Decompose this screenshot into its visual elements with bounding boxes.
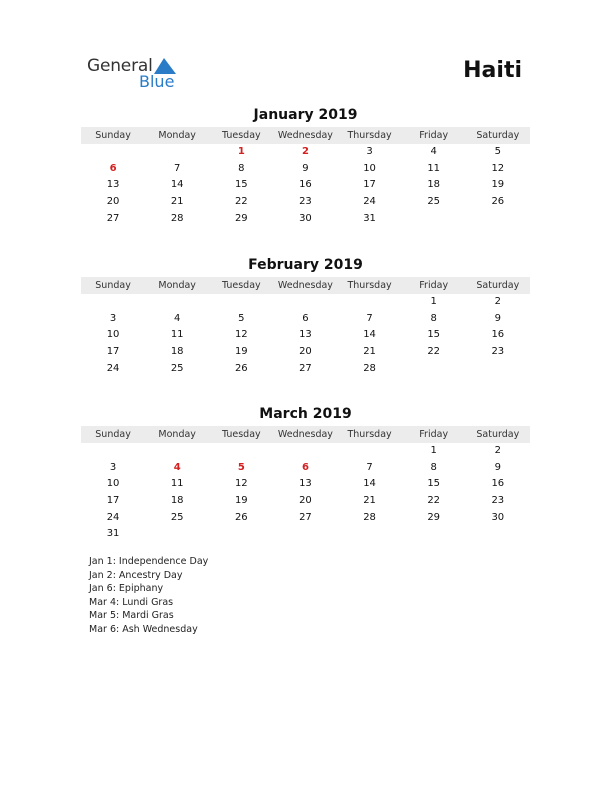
day-cell: 24: [106, 511, 120, 523]
weekday-label: Wednesday: [277, 130, 333, 141]
holiday-list: [89, 555, 208, 637]
weekday-label: Friday: [419, 280, 449, 291]
day-cell: 21: [170, 196, 184, 208]
day-cell: 22: [234, 196, 248, 208]
day-cell: [209, 526, 273, 543]
month-march: [81, 405, 530, 543]
day-cell: [402, 526, 466, 543]
week-row: [81, 510, 530, 527]
day-cell: [209, 443, 273, 460]
day-cell: 28: [170, 212, 184, 224]
day-cell: 20: [299, 346, 312, 358]
day-cell: 24: [363, 196, 376, 208]
day-cell: 12: [234, 478, 248, 490]
day-cell: 17: [106, 346, 120, 358]
week-row: [81, 144, 530, 161]
day-cell: 11: [427, 162, 441, 174]
day-cell: 17: [106, 495, 120, 507]
weekday-label: Saturday: [476, 280, 520, 291]
day-cell: 4: [430, 146, 437, 157]
day-cell: [273, 443, 337, 460]
day-cell: 5: [238, 312, 245, 324]
weekday-label: Thursday: [347, 429, 392, 440]
day-cell: [273, 526, 337, 543]
week-row: [81, 344, 530, 361]
day-cell: 7: [366, 312, 373, 324]
day-cell: 23: [299, 196, 312, 208]
holiday-item: Jan 1: Independence Day: [89, 556, 209, 567]
day-cell: 13: [299, 329, 312, 341]
day-cell: 9: [494, 461, 501, 473]
day-cell: [402, 361, 466, 378]
day-cell: 8: [430, 461, 437, 473]
day-cell: [209, 294, 273, 311]
weekday-label: Monday: [158, 429, 196, 440]
month-grid: [81, 294, 530, 377]
month-title: March 2019: [259, 406, 352, 422]
week-row: [81, 294, 530, 311]
day-cell: 25: [170, 511, 184, 523]
day-cell: 27: [106, 212, 120, 224]
day-cell: 12: [491, 162, 505, 174]
holiday-day-cell: 6: [301, 461, 309, 473]
day-cell: 9: [494, 312, 501, 324]
day-cell: 23: [491, 495, 505, 507]
day-cell: 3: [366, 146, 373, 157]
day-cell: 23: [491, 346, 505, 358]
week-row: [81, 211, 530, 228]
day-cell: 3: [109, 312, 117, 324]
day-cell: 5: [494, 146, 501, 157]
day-cell: 10: [363, 162, 376, 174]
day-cell: [402, 211, 466, 228]
day-cell: [466, 211, 530, 228]
generalblue-logo: [87, 56, 187, 92]
day-cell: 7: [366, 461, 373, 473]
day-cell: 28: [363, 362, 376, 374]
holiday-day-cell: 5: [237, 461, 245, 473]
weekday-label: Friday: [419, 130, 449, 141]
day-cell: 16: [299, 179, 312, 191]
day-cell: 24: [106, 362, 120, 374]
day-cell: 16: [491, 478, 505, 490]
day-cell: [81, 144, 145, 161]
day-cell: 1: [430, 296, 437, 307]
logo-text-blue: Blue: [139, 72, 175, 91]
day-cell: 15: [234, 179, 248, 191]
day-cell: 31: [106, 528, 120, 540]
holiday-item: Jan 2: Ancestry Day: [89, 569, 183, 581]
day-cell: 21: [363, 346, 376, 358]
day-cell: 9: [302, 162, 309, 174]
day-cell: 19: [234, 495, 248, 507]
day-cell: 18: [170, 346, 184, 358]
holiday-day-cell: 1: [237, 146, 245, 157]
day-cell: [338, 294, 402, 311]
day-cell: 20: [299, 495, 312, 507]
weekday-label: Thursday: [347, 280, 392, 291]
holiday-item: Mar 4: Lundi Gras: [89, 596, 174, 608]
weekday-label: Tuesday: [221, 429, 261, 440]
logo-text-general: General: [87, 56, 153, 76]
weekday-label: Wednesday: [277, 429, 333, 440]
week-row: [81, 493, 530, 510]
day-cell: [273, 294, 337, 311]
day-cell: 18: [170, 495, 184, 507]
weekday-header: [81, 277, 530, 294]
day-cell: 3: [109, 461, 117, 473]
day-cell: 10: [106, 329, 120, 341]
weekday-header: [81, 426, 530, 443]
day-cell: [338, 443, 402, 460]
day-cell: 15: [427, 478, 441, 490]
week-row: [81, 311, 530, 328]
day-cell: [466, 361, 530, 378]
day-cell: 30: [491, 511, 505, 523]
day-cell: 26: [234, 511, 248, 523]
day-cell: 12: [234, 329, 248, 341]
month-title: January 2019: [253, 107, 358, 123]
day-cell: 2: [494, 296, 501, 307]
day-cell: 14: [170, 179, 184, 191]
weekday-label: Tuesday: [221, 280, 261, 291]
day-cell: 27: [299, 362, 312, 374]
day-cell: 2: [494, 445, 501, 456]
weekday-label: Sunday: [95, 280, 131, 291]
day-cell: [338, 526, 402, 543]
week-row: [81, 194, 530, 211]
week-row: [81, 361, 530, 378]
week-row: [81, 177, 530, 194]
day-cell: 26: [234, 362, 248, 374]
month-grid: [81, 443, 530, 543]
day-cell: 11: [170, 329, 184, 341]
holiday-day-cell: 6: [109, 162, 117, 174]
day-cell: [81, 294, 145, 311]
holiday-item: Mar 5: Mardi Gras: [89, 610, 174, 622]
holiday-item: Mar 6: Ash Wednesday: [89, 623, 198, 635]
day-cell: 4: [174, 312, 181, 324]
week-row: [81, 460, 530, 477]
day-cell: 25: [427, 196, 441, 208]
weekday-label: Saturday: [476, 130, 520, 141]
weekday-label: Tuesday: [221, 130, 261, 141]
weekday-label: Sunday: [95, 429, 131, 440]
weekday-label: Thursday: [347, 130, 392, 141]
day-cell: 15: [427, 329, 441, 341]
week-row: [81, 526, 530, 543]
weekday-label: Friday: [419, 429, 449, 440]
day-cell: 22: [427, 346, 441, 358]
holiday-item: Jan 6: Epiphany: [89, 583, 164, 595]
month-february: [81, 256, 530, 377]
day-cell: 11: [170, 478, 184, 490]
day-cell: [145, 294, 209, 311]
day-cell: 7: [174, 162, 181, 174]
day-cell: 26: [491, 196, 505, 208]
week-row: [81, 443, 530, 460]
month-january: [81, 106, 530, 227]
weekday-label: Sunday: [95, 130, 131, 141]
day-cell: 10: [106, 478, 120, 490]
holiday-day-cell: 4: [173, 461, 181, 473]
day-cell: 22: [427, 495, 441, 507]
day-cell: [81, 443, 145, 460]
day-cell: 16: [491, 329, 505, 341]
day-cell: 29: [234, 212, 248, 224]
week-row: [81, 476, 530, 493]
day-cell: 20: [106, 196, 120, 208]
day-cell: 31: [363, 212, 376, 224]
week-row: [81, 327, 530, 344]
weekday-label: Wednesday: [277, 280, 333, 291]
month-grid: [81, 144, 530, 227]
country-title: Haiti: [463, 58, 522, 83]
month-title: February 2019: [248, 257, 363, 273]
day-cell: 27: [299, 511, 312, 523]
day-cell: 13: [106, 179, 120, 191]
day-cell: 6: [302, 312, 309, 324]
day-cell: 29: [427, 511, 441, 523]
weekday-header: [81, 127, 530, 144]
day-cell: 18: [427, 179, 441, 191]
day-cell: 1: [430, 445, 437, 456]
weekday-label: Monday: [158, 130, 196, 141]
day-cell: [145, 526, 209, 543]
day-cell: [145, 144, 209, 161]
day-cell: [466, 526, 530, 543]
day-cell: [145, 443, 209, 460]
weekday-label: Monday: [158, 280, 196, 291]
day-cell: 14: [363, 329, 376, 341]
day-cell: 8: [238, 162, 245, 174]
day-cell: 14: [363, 478, 376, 490]
day-cell: 19: [234, 346, 248, 358]
day-cell: 25: [170, 362, 184, 374]
day-cell: 13: [299, 478, 312, 490]
weekday-label: Saturday: [476, 429, 520, 440]
day-cell: 17: [363, 179, 376, 191]
day-cell: 28: [363, 511, 376, 523]
day-cell: 19: [491, 179, 505, 191]
day-cell: 21: [363, 495, 376, 507]
day-cell: 8: [430, 312, 437, 324]
holiday-day-cell: 2: [301, 146, 309, 157]
day-cell: 30: [299, 212, 312, 224]
week-row: [81, 161, 530, 178]
